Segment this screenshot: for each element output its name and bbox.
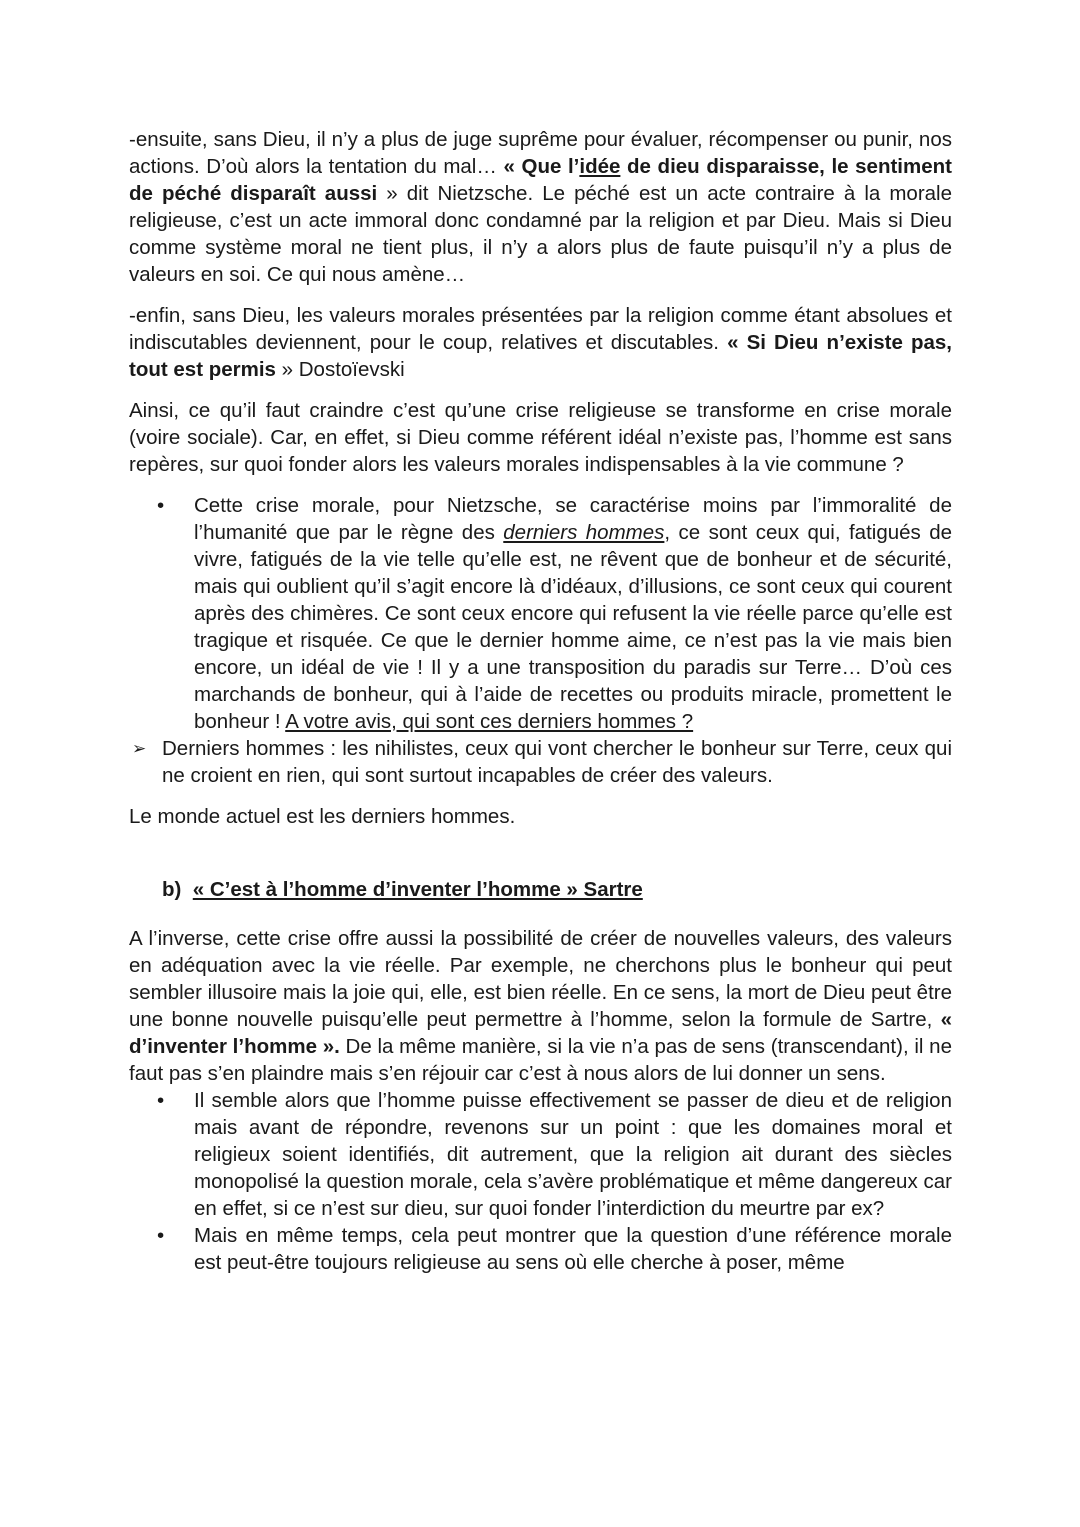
text-span: Cette crise morale, pour Nietzsche, se caractérise moins par l’immoralité de l’humanité que par le règne des xyxy=(194,494,952,544)
paragraph-monde-actuel: Le monde actuel est les derniers hommes. xyxy=(129,805,516,828)
bullet-reference-morale xyxy=(129,1222,952,1276)
quote-underlined-word: idée xyxy=(579,155,621,178)
text-span: » Dostoïevski xyxy=(275,358,405,381)
paragraph-enfin xyxy=(129,302,952,383)
bullet-icon: • xyxy=(157,494,165,517)
text-span: Il semble alors que l’homme puisse effectivement se passer de dieu et de religion mais avant de répondre, revenons sur un point : que les domaines moral et religieux soient identifiés, dit autrement, que la religion ait durant des siècles monopolisé la question morale, cela s’avère problématique et même dangereux car en effet, si ce n’est sur dieu, sur quoi fonder l’interdiction du meurtre par ex? xyxy=(194,1089,952,1220)
arrow-answer xyxy=(129,735,952,789)
heading-number: b) xyxy=(162,878,182,901)
paragraph-inverse xyxy=(129,925,952,1087)
text-span: De la même manière, si la vie n’a pas de sens (transcendant), il ne faut pas s’en plaindre mais s’en réjouir car c’est à nous alors de lui donner un sens. xyxy=(129,1035,952,1085)
text-span: » dit Nietzsche. Le péché est un acte contraire à la morale religieuse, c’est un acte immoral donc condamné par la religion et par Dieu. Mais si Dieu comme système moral ne tient plus, il n’y a alors plus de faute puisqu’il n’y a plus de valeurs en soi. Ce qui nous amène… xyxy=(129,182,953,286)
text-span: A l’inverse, cette crise offre aussi la possibilité de créer de nouvelles valeurs, des valeurs en adéquation avec la vie réelle. Par exemple, ne cherchons plus le bonheur qui peut sembler illusoire mais la joie qui, elle, est bien réelle. En ce sens, la mort de Dieu peut être une bonne nouvelle puisqu’elle peut permettre à l’homme, selon la formule de Sartre, xyxy=(129,927,952,1031)
emphasis-derniers-hommes: derniers hommes xyxy=(503,521,665,544)
document-body xyxy=(129,126,952,1276)
text-span: -ensuite, sans Dieu, il n’y a plus de juge suprême pour évaluer, récompenser ou punir, nos actions. D’où alors la tentation du mal… xyxy=(129,128,952,178)
quote-part: « Que l’ xyxy=(503,155,580,178)
paragraph-ensuite xyxy=(129,126,952,288)
sartre-quote: « d’inventer l’homme ». xyxy=(129,1008,952,1058)
quote-part: de dieu disparaisse, le sentiment de péché disparaît aussi xyxy=(129,155,952,205)
bullet-se-passer-de-dieu xyxy=(129,1087,952,1222)
text-span: -enfin, sans Dieu, les valeurs morales présentées par la religion comme étant absolues et indiscutables deviennent, pour le coup, relatives et discutables. xyxy=(129,304,952,354)
question-underlined: A votre avis, qui sont ces derniers hommes ? xyxy=(285,710,694,733)
section-heading-b xyxy=(129,876,952,903)
paragraph-ainsi: Ainsi, ce qu’il faut craindre c’est qu’une crise religieuse se transforme en crise morale (voire sociale). Car, en effet, si Dieu comme référent idéal n’existe pas, l’homme est sans repères, sur quoi fonder alors les valeurs morales indispensables à la vie commune ? xyxy=(129,399,952,476)
bullet-icon: • xyxy=(157,1224,165,1247)
text-span: Mais en même temps, cela peut montrer que la question d’une référence morale est peut-être toujours religieuse au sens où elle cherche à poser, même xyxy=(194,1224,952,1274)
text-span: , ce sont ceux qui, fatigués de vivre, fatigués de la vie telle qu’elle est, ne rêvent que de bonheur et de sécurité, mais qui oublient qu’il s’agit encore là d’idéaux, d’illusions, ce sont ceux qui courent après des chimères. Ce sont ceux encore qui refusent la vie réelle parce qu’elle est tragique et risquée. Ce que le dernier homme aime, ce n’est pas la vie mais bien encore, un idéal de vie ! Il y a une transposition du paradis sur Terre… D’où ces marchands de bonheur, qui à l’aide de recettes ou produits miracle, promettent le bonheur ! xyxy=(194,521,952,733)
bullet-derniers-hommes xyxy=(129,492,952,735)
text-span: Derniers hommes : les nihilistes, ceux qui vont chercher le bonheur sur Terre, ceux qui ne croient en rien, qui sont surtout incapables de créer des valeurs. xyxy=(162,737,952,787)
arrow-icon: ➢ xyxy=(132,739,147,758)
bullet-icon: • xyxy=(157,1089,165,1112)
heading-title: « C’est à l’homme d’inventer l’homme » Sartre xyxy=(192,878,643,901)
dostoievski-quote: « Si Dieu n’existe pas, tout est permis xyxy=(129,331,953,381)
